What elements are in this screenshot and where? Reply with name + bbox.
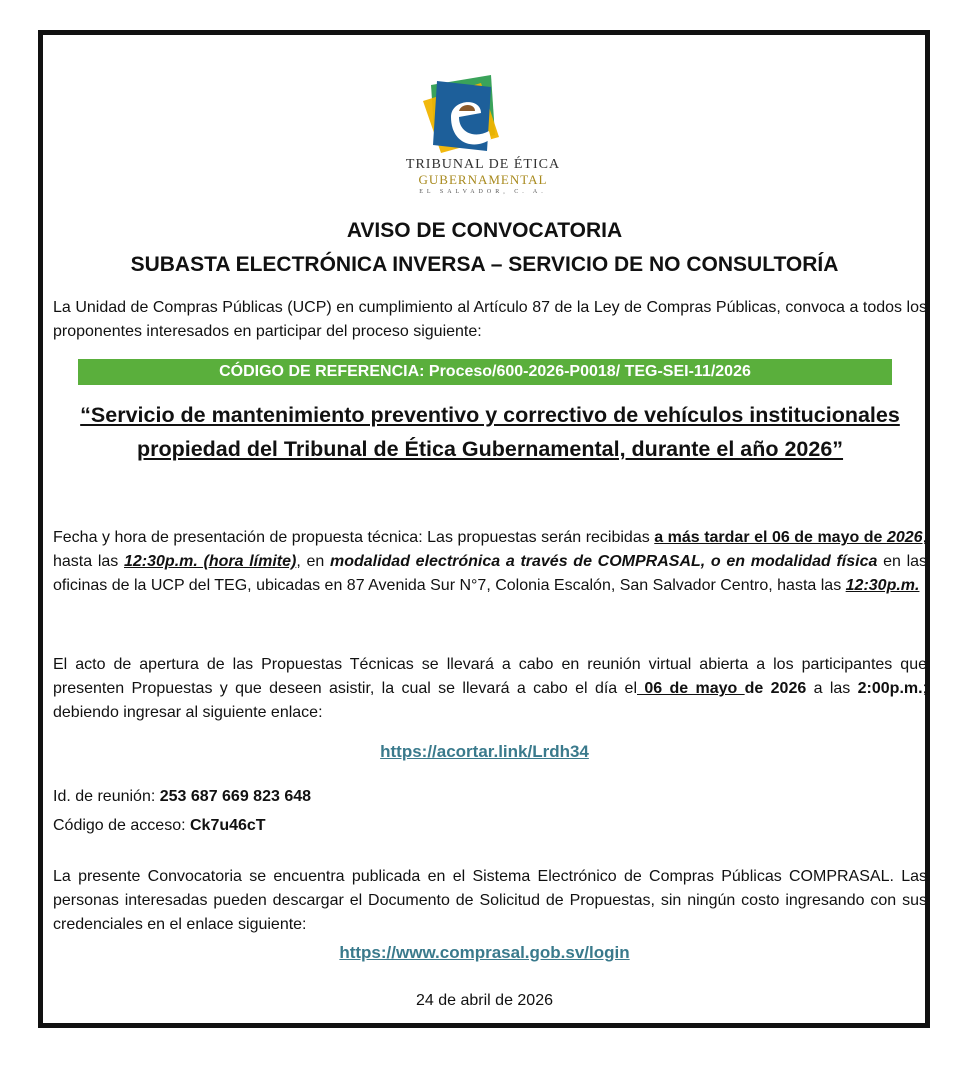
logo-text-line1: TRIBUNAL DE ÉTICA xyxy=(405,157,561,172)
opening-text-3: ; debiendo ingresar al siguiente enlace: xyxy=(53,680,928,721)
meeting-id-label: Id. de reunión: xyxy=(53,788,160,805)
opening-date: 06 de mayo xyxy=(637,680,745,697)
intro-paragraph: La Unidad de Compras Públicas (UCP) en cumplimiento al Artículo 87 de la Ley de Compras Públicas, convoca a todos los proponentes interesados en participar del proceso siguiente: xyxy=(53,299,927,340)
opening-year: de 2026 xyxy=(744,680,807,697)
opening-text-2: a las xyxy=(806,680,858,697)
access-code xyxy=(53,817,266,835)
presentation-text-3: , en xyxy=(296,553,330,570)
heading-title: AVISO DE CONVOCATORIA xyxy=(346,219,623,242)
presentation-text-4: en las oficinas de la UCP del TEG, ubicadas en 87 Avenida Sur N°7, Colonia Escalón, San Salvador Centro, hasta las xyxy=(53,553,928,594)
meeting-id xyxy=(53,788,311,806)
presentation-text-1: Fecha y hora de presentación de propuesta técnica: Las propuestas serán recibidas xyxy=(53,529,655,546)
opening-time: 2:00p.m. xyxy=(857,680,923,697)
meeting-link[interactable]: https://acortar.link/Lrdh34 xyxy=(380,742,589,761)
teg-logo xyxy=(393,73,573,198)
logo-text-line3: EL SALVADOR, C. A. xyxy=(419,189,547,195)
logo-text-line2: GUBERNAMENTAL xyxy=(418,172,548,187)
presentation-paragraph xyxy=(53,526,927,598)
meeting-id-value: 253 687 669 823 648 xyxy=(159,788,312,805)
access-code-label: Código de acceso: xyxy=(53,817,190,834)
presentation-time: 12:30p.m. xyxy=(845,577,920,594)
heading-subtitle: SUBASTA ELECTRÓNICA INVERSA – SERVICIO DE NO CONSULTORÍA xyxy=(130,253,839,276)
document-date: 24 de abril de 2026 xyxy=(416,992,553,1009)
presentation-modality: modalidad electrónica a través de COMPRASAL, o en modalidad física xyxy=(329,553,878,570)
reference-code-bar: CÓDIGO DE REFERENCIA: Proceso/600-2026-P0018/ TEG-SEI-11/2026 xyxy=(78,359,892,385)
comprasal-link[interactable]: https://www.comprasal.gob.sv/login xyxy=(339,943,630,962)
presentation-text-2: , hasta las xyxy=(53,529,927,570)
subject-title: “Servicio de mantenimiento preventivo y correctivo de vehículos institucionales propiedad del Tribunal de Ética Gubernamental, durante el año 2026” xyxy=(80,403,900,461)
publication-paragraph: La presente Convocatoria se encuentra publicada en el Sistema Electrónico de Compras Públicas COMPRASAL. Las personas interesadas pueden descargar el Documento de Solicitud de Propuestas, sin ningún costo ingresando con sus credenciales en el enlace siguiente: xyxy=(53,868,927,933)
presentation-year: 2026 xyxy=(886,529,923,546)
access-code-value: Ck7u46cT xyxy=(189,817,266,834)
presentation-deadline: a más tardar el 06 de mayo de xyxy=(654,529,887,546)
presentation-time-limit: 12:30p.m. (hora límite) xyxy=(124,553,297,570)
opening-paragraph xyxy=(53,653,927,725)
teg-logo-icon xyxy=(393,73,573,158)
opening-text-1: El acto de apertura de las Propuestas Técnicas se llevará a cabo en reunión virtual abierta a los participantes que presenten Propuestas y que deseen asistir, la cual se llevará a cabo el día el xyxy=(53,656,927,697)
